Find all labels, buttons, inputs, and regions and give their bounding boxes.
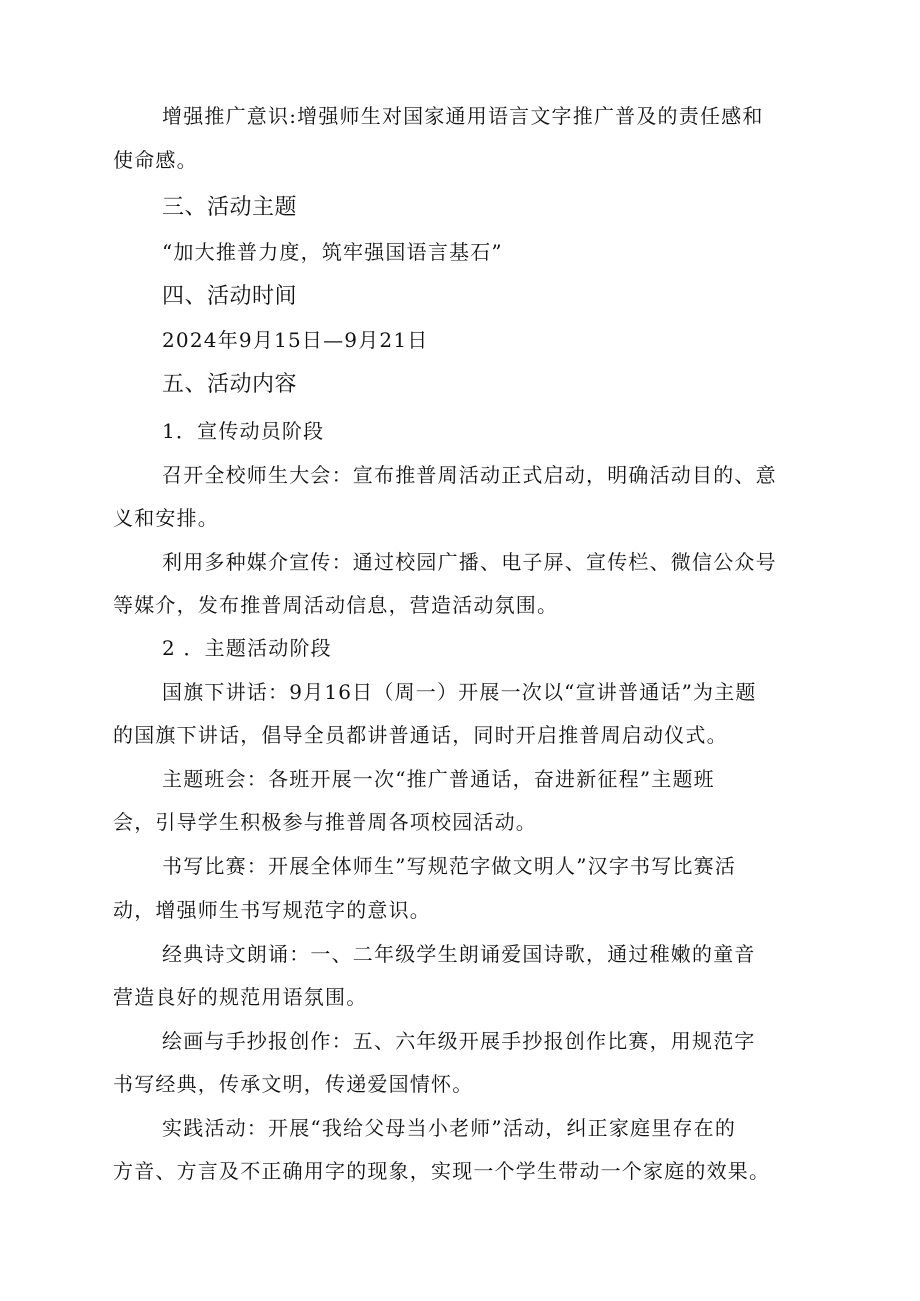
paragraph-flag-speech: 国旗下讲话：9月16日（周一）开展一次以“宣讲普通话”为主题 — [162, 680, 757, 704]
heading-activity-theme: 三、活动主题 — [162, 195, 298, 220]
paragraph-assembly: 召开全校师生大会：宣布推普周活动正式启动，明确活动目的、意 — [162, 463, 777, 487]
paragraph-handwritten-newspaper: 绘画与手抄报创作：五、六年级开展手抄报创作比赛，用规范字 — [162, 1029, 756, 1053]
paragraph-media: 利用多种媒介宣传：通过校园广播、电子屏、宣传栏、微信公众号 — [162, 550, 777, 574]
paragraph-awareness: 增强推广意识:增强师生对国家通用语言文字推广普及的责任感和 — [162, 104, 764, 128]
paragraph-recitation: 经典诗文朗诵：一、二年级学生朗诵爱国诗歌，通过稚嫩的童音 — [162, 942, 756, 966]
paragraph-media-cont: 等媒介，发布推普周活动信息，营造活动氛围。 — [113, 593, 559, 617]
paragraph-recitation-cont: 营造良好的规范用语氛围。 — [113, 985, 368, 1009]
paragraph-practice-activity-cont: 方音、方言及不正确用字的现象，实现一个学生带动一个家庭的效果。 — [113, 1159, 771, 1183]
heading-activity-content: 五、活动内容 — [162, 372, 298, 397]
paragraph-theme: “加大推普力度，筑牢强国语言基石” — [162, 240, 503, 264]
section-2-title: 2 ．主题活动阶段 — [162, 636, 332, 660]
paragraph-time: 2024年9月15日—9月21日 — [162, 328, 429, 352]
paragraph-class-meeting-cont: 会，引导学生积极参与推普周各项校园活动。 — [113, 810, 537, 834]
paragraph-writing-contest: 书写比赛：开展全体师生”写规范字做文明人”汉字书写比赛活 — [162, 854, 737, 878]
paragraph-flag-speech-cont: 的国旗下讲话，倡导全员都讲普通话，同时开启推普周启动仪式。 — [113, 723, 728, 747]
paragraph-practice-activity: 实践活动：开展“我给父母当小老师”活动，纠正家庭里存在的 — [162, 1116, 737, 1140]
paragraph-handwritten-newspaper-cont: 书写经典，传承文明，传递爱国情怀。 — [113, 1072, 474, 1096]
paragraph-awareness-cont: 使命感。 — [113, 148, 198, 172]
paragraph-assembly-cont: 义和安排。 — [113, 506, 219, 530]
heading-activity-time: 四、活动时间 — [162, 284, 298, 309]
paragraph-class-meeting: 主题班会：各班开展一次“推广普通话，奋进新征程”主题班 — [162, 767, 715, 791]
paragraph-writing-contest-cont: 动，增强师生书写规范字的意识。 — [113, 898, 431, 922]
section-1-title: 1．宣传动员阶段 — [162, 419, 325, 443]
